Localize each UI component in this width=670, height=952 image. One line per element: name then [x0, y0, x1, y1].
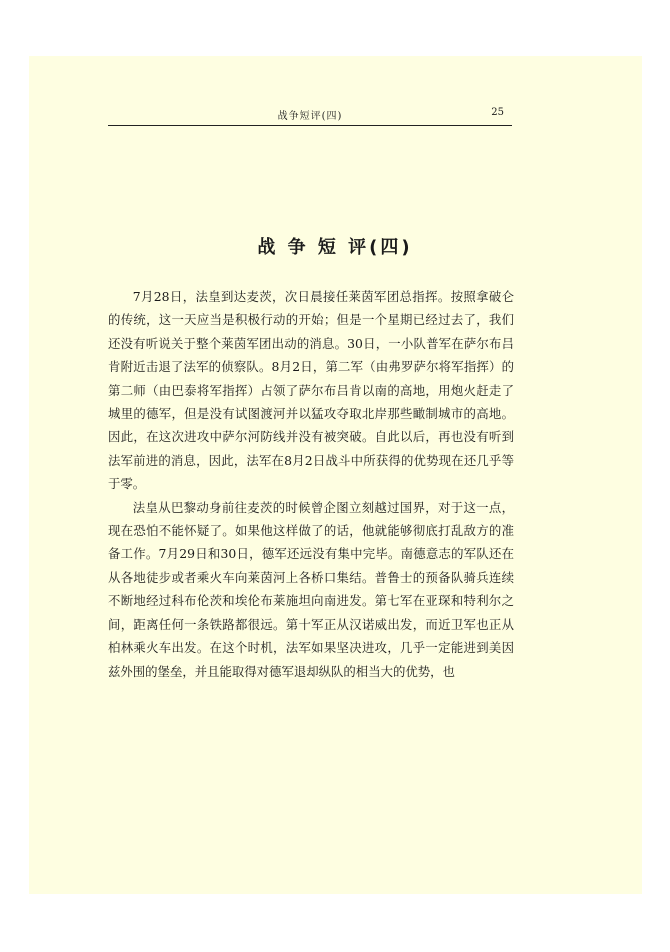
article-body: [108, 285, 514, 683]
running-title: 战争短评(四): [277, 111, 343, 122]
running-header: [108, 107, 512, 126]
paragraph: 7月28日，法皇到达麦茨，次日晨接任莱茵军团总指挥。按照拿破仑的传统，这一天应当是积极行动的开始；但是一个星期已经过去了，我们还没有听说关于整个莱茵军团出动的消息。30日，一小队普军在萨尔布吕肯附近击退了法军的侦察队。8月2日，第二军（由弗罗萨尔将军指挥）的第二师（由巴泰将军指挥）占领了萨尔布吕肯以南的高地，用炮火赶走了城里的德军，但是没有试图渡河并以猛攻夺取北岸那些瞰制城市的高地。因此，在这次进攻中萨尔河防线并没有被突破。自此以后，再也没有听到法军前进的消息，因此，法军在8月2日战斗中所获得的优势现在还几乎等于零。: [108, 289, 514, 492]
chapter-title: 战 争 短 评(四): [257, 237, 413, 258]
paragraph: 法皇从巴黎动身前往麦茨的时候曾企图立刻越过国界，对于这一点，现在恐怕不能怀疑了。如果他这样做了的话，他就能够彻底打乱敌方的准备工作。7月29日和30日，德军还远没有集中完毕。南德意志的军队还在从各地徒步或者乘火车向莱茵河上各桥口集结。普鲁士的预备队骑兵连续不断地经过科布伦茨和埃伦布莱施坦向南进发。第七军在亚琛和特利尔之间，距离任何一条铁路都很远。第十军正从汉诺威出发，而近卫军也正从柏林乘火车出发。在这个时机，法军如果坚决进攻，几乎一定能进到美因兹外围的堡垒，并且能取得对德军退却纵队的相当大的优势，也: [108, 499, 514, 679]
page-number: 25: [491, 107, 504, 118]
